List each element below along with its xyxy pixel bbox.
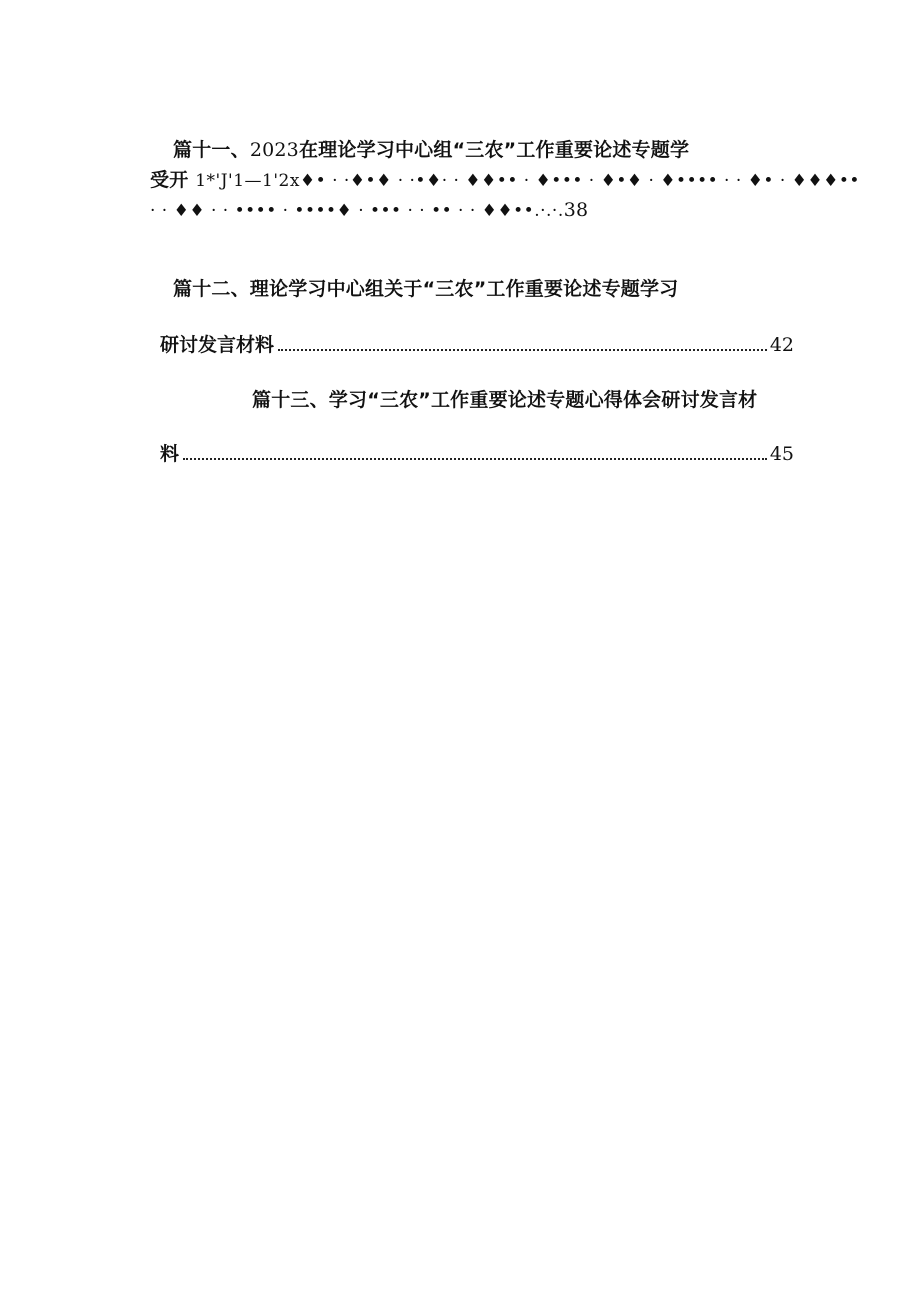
toc-entry-11-line2-label: 受开 — [150, 169, 189, 191]
toc-entry-11-line2-garble: 1*'J'1—1'2x♦• · ·♦•♦ · ·•♦· · ♦♦•• · ♦••• · ♦•♦ · ♦•••• · · ♦• · ♦♦♦•• — [195, 171, 860, 191]
toc-entry-12-title — [173, 277, 678, 301]
toc-entry-13-title-line2: 料 — [160, 443, 180, 465]
toc-entry-13-title — [252, 388, 757, 412]
toc-entry-11-prefix: 篇十一、 — [173, 139, 250, 161]
toc-entry-13-row[interactable] — [160, 442, 794, 466]
toc-entry-12-page: 42 — [769, 334, 794, 356]
toc-entry-11-page: 38 — [563, 199, 589, 221]
toc-entry-13-page: 45 — [769, 443, 794, 465]
toc-entry-11-title-rest: 在理论学习中心组“三农”工作重要论述专题学 — [298, 139, 690, 161]
toc-entry-13-leader — [183, 458, 767, 460]
toc-entry-12-title-line1: 篇十二、理论学习中心组关于“三农”工作重要论述专题学习 — [173, 278, 679, 300]
toc-entry-11-line3 — [150, 198, 588, 223]
toc-entry-12-row[interactable] — [160, 333, 794, 357]
toc-entry-12-title-line2: 研讨发言材料 — [160, 334, 275, 356]
toc-entry-13-title-line1: 篇十三、学习“三农”工作重要论述专题心得体会研讨发言材 — [252, 389, 758, 411]
toc-entry-11-year: 2023 — [249, 139, 299, 161]
toc-entry-12-leader — [278, 349, 767, 351]
toc-entry-11-line3-garble: · · ♦♦ · · •••• · ••••♦ · ••• · · •• · · ♦♦••.·.·. — [150, 201, 564, 221]
toc-entry-11-line2 — [150, 168, 860, 193]
toc-entry-11-title — [173, 138, 689, 162]
